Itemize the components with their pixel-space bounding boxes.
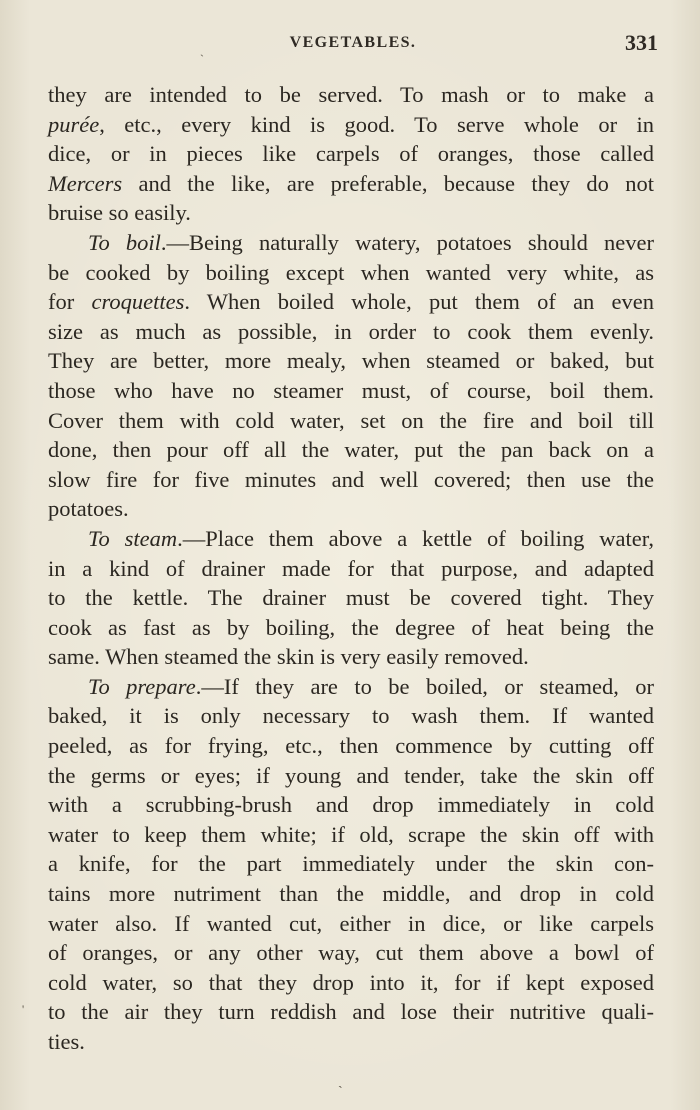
text-line: with a scrubbing-brush and drop immediately in cold — [48, 792, 654, 818]
text-line: cold water, so that they drop into it, for if kept exposed — [48, 969, 654, 995]
text-line: peeled, as for frying, etc., then commence by cutting off — [48, 733, 654, 759]
text-line: cook as fast as by boiling, the degree of heat being the — [48, 614, 654, 640]
text-line: water to keep them white; if old, scrape the skin off with — [48, 821, 654, 847]
text-line: same. When steamed the skin is very easily removed. — [48, 644, 529, 670]
print-speck: ' — [22, 1002, 25, 1016]
body-text — [48, 80, 654, 1057]
text-line: dice, or in pieces like carpels of oranges, those called — [48, 141, 654, 167]
print-speck: ˏ — [338, 1074, 343, 1089]
paragraph-lead: To prepare — [88, 673, 196, 699]
text-line: those who have no steamer must, of course, boil them. — [48, 377, 654, 403]
text-line: tains more nutriment than the middle, and drop in cold — [48, 881, 654, 907]
text-line: They are better, more mealy, when steamed or baked, but — [48, 348, 654, 374]
text-line: the germs or eyes; if young and tender, take the skin off — [48, 762, 654, 788]
text-line: a knife, for the part immediately under the skin con- — [48, 851, 654, 877]
text-line: to the kettle. The drainer must be covered tight. They — [48, 585, 654, 611]
running-title: VEGETABLES. — [289, 34, 417, 51]
paragraph-lead: To steam — [88, 525, 178, 551]
text-line: bruise so easily. — [48, 200, 191, 226]
text-line: purée, etc., every kind is good. To serve whole or in — [48, 111, 654, 137]
text-line: in a kind of drainer made for that purpose, and adapted — [48, 555, 654, 581]
text-line: Cover them with cold water, set on the fire and boil till — [48, 407, 654, 433]
text-line: baked, it is only necessary to wash them. If wanted — [48, 703, 654, 729]
text-line: ties. — [48, 1029, 85, 1054]
text-line: size as much as possible, in order to cook them evenly. — [48, 318, 654, 344]
paragraph-lead: To boil — [88, 229, 161, 255]
paragraph-lead-line: To steam.—Place them above a kettle of boiling water, — [88, 525, 654, 551]
text-line: water also. If wanted cut, either in dice, or like carpels — [48, 910, 654, 936]
text-line: to the air they turn reddish and lose their nutritive quali- — [48, 999, 654, 1025]
text-line: slow fire for five minutes and well covered; then use the — [48, 466, 654, 492]
running-head — [48, 30, 658, 60]
page-number: 331 — [625, 30, 658, 55]
text-line: of oranges, or any other way, cut them above a bowl of — [48, 940, 654, 966]
text-line: for croquettes. When boiled whole, put them of an even — [48, 289, 654, 315]
text-line: be cooked by boiling except when wanted very white, as — [48, 259, 654, 285]
paragraph-lead-line: To boil.—Being naturally watery, potatoes should never — [88, 229, 654, 255]
text-line: Mercers and the like, are preferable, because they do not — [48, 170, 654, 196]
text-line: done, then pour off all the water, put the pan back on a — [48, 437, 654, 463]
print-speck: ˋ — [200, 52, 204, 66]
text-line: they are intended to be served. To mash or to make a — [48, 82, 654, 107]
paragraph-lead-line: To prepare.—If they are to be boiled, or steamed, or — [88, 673, 655, 699]
text-line: potatoes. — [48, 496, 129, 522]
